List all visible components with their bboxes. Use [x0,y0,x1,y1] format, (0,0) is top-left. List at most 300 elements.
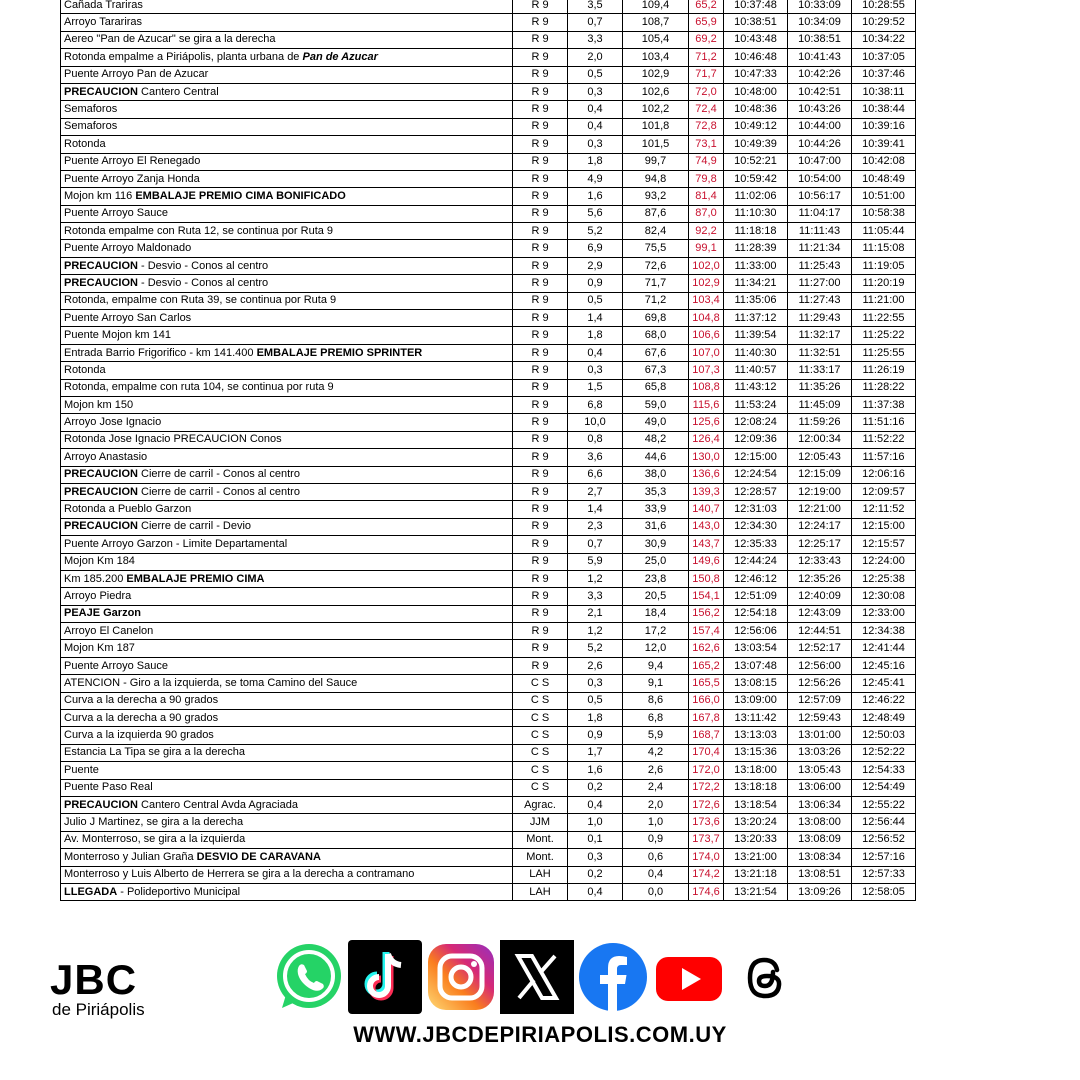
row-time-3: 12:11:52 [852,501,916,518]
row-description [61,431,513,448]
row-route: R 9 [513,449,568,466]
row-route: R 9 [513,588,568,605]
row-time-2: 12:15:09 [788,466,852,483]
row-time-2: 12:25:17 [788,536,852,553]
row-km: 71,2 [689,49,724,66]
row-time-1: 11:02:06 [724,188,788,205]
table-row [61,257,916,274]
row-route: Mont. [513,849,568,866]
row-time-3: 11:05:44 [852,223,916,240]
table-row [61,0,916,14]
row-route: R 9 [513,605,568,622]
row-route: C S [513,727,568,744]
row-description [61,327,513,344]
row-km: 140,7 [689,501,724,518]
row-km: 65,2 [689,0,724,14]
row-time-2: 12:56:00 [788,657,852,674]
description-segment: EMBALAJE PREMIO CIMA BONIFICADO [135,189,346,202]
description-segment: Puente Arroyo Pan de Azucar [64,68,209,81]
row-km-remaining: 102,6 [623,83,689,100]
description-segment: Puente [64,763,99,776]
table-row [61,762,916,779]
description-segment: Rotonda empalme con Ruta 12, se continua por Ruta 9 [64,224,334,237]
row-time-2: 11:25:43 [788,257,852,274]
row-description [61,536,513,553]
row-route: R 9 [513,414,568,431]
row-time-1: 13:18:54 [724,796,788,813]
row-route: LAH [513,883,568,900]
row-time-3: 10:51:00 [852,188,916,205]
description-segment: Km 185.200 [64,572,127,585]
row-distance: 1,4 [568,310,623,327]
row-time-3: 12:56:52 [852,831,916,848]
description-segment: EMBALAJE PREMIO CIMA [126,572,265,585]
description-segment: Aereo "Pan de Azucar" se gira a la derecha [64,33,276,46]
social-icons [272,940,802,1014]
row-time-1: 10:38:51 [724,14,788,31]
row-distance: 1,5 [568,379,623,396]
description-segment: Monterroso y Luis Alberto de Herrera se gira a la derecha a contramano [64,868,415,881]
row-distance: 3,6 [568,449,623,466]
description-segment: Arroyo Piedra [64,589,132,602]
row-time-1: 10:59:42 [724,170,788,187]
description-segment: Rotonda a Pueblo Garzon [64,503,192,516]
row-distance: 0,9 [568,275,623,292]
row-time-2: 13:05:43 [788,762,852,779]
description-segment: Cierre de carril - Conos al centro [137,468,300,481]
row-time-2: 12:05:43 [788,449,852,466]
table-row [61,118,916,135]
row-distance: 2,7 [568,483,623,500]
row-km-remaining: 101,8 [623,118,689,135]
table-row [61,153,916,170]
row-route: R 9 [513,570,568,587]
description-segment: Estancia La Tipa se gira a la derecha [64,746,246,759]
row-km-remaining: 9,4 [623,657,689,674]
row-time-3: 12:33:00 [852,605,916,622]
row-description [61,379,513,396]
row-time-3: 12:58:05 [852,883,916,900]
row-distance: 6,9 [568,240,623,257]
description-segment: LLEGADA [64,885,118,898]
row-km-remaining: 103,4 [623,49,689,66]
description-segment: ATENCION - Giro a la izquierda, se toma Camino del Sauce [64,676,358,689]
row-km-remaining: 71,7 [623,275,689,292]
table-row [61,588,916,605]
row-km: 102,0 [689,257,724,274]
row-time-3: 10:38:11 [852,83,916,100]
row-time-1: 11:34:21 [724,275,788,292]
row-km-remaining: 68,0 [623,327,689,344]
row-description [61,223,513,240]
row-time-3: 11:19:05 [852,257,916,274]
row-km-remaining: 2,4 [623,779,689,796]
row-distance: 0,3 [568,362,623,379]
description-segment: PRECAUCION [64,276,138,289]
row-route: C S [513,779,568,796]
row-time-2: 10:43:26 [788,101,852,118]
row-route: C S [513,710,568,727]
row-description [61,188,513,205]
description-segment: Arroyo Anastasio [64,450,148,463]
description-segment: Curva a la derecha a 90 grados [64,694,219,707]
row-km-remaining: 35,3 [623,483,689,500]
description-segment: Semaforos [64,120,118,133]
row-time-2: 13:08:34 [788,849,852,866]
description-segment: Puente Arroyo San Carlos [64,311,192,324]
description-segment: PEAJE Garzon [64,607,142,620]
row-distance: 0,5 [568,292,623,309]
row-distance: 0,3 [568,849,623,866]
row-km-remaining: 33,9 [623,501,689,518]
row-time-1: 11:43:12 [724,379,788,396]
row-km: 126,4 [689,431,724,448]
description-segment: Mojon Km 184 [64,555,135,568]
row-distance: 0,8 [568,431,623,448]
description-segment: Cantero Central [137,85,219,98]
row-route: R 9 [513,379,568,396]
row-km-remaining: 102,2 [623,101,689,118]
row-description [61,779,513,796]
route-table [60,0,916,901]
row-time-1: 10:48:36 [724,101,788,118]
row-time-3: 12:41:44 [852,640,916,657]
row-time-3: 10:37:05 [852,49,916,66]
table-row [61,675,916,692]
row-description [61,170,513,187]
row-time-1: 12:31:03 [724,501,788,518]
instagram-icon[interactable] [424,940,498,1014]
row-time-1: 12:46:12 [724,570,788,587]
row-distance: 3,5 [568,0,623,14]
row-km-remaining: 0,4 [623,866,689,883]
row-time-2: 11:32:51 [788,344,852,361]
row-route: R 9 [513,275,568,292]
description-segment: EMBALAJE PREMIO SPRINTER [256,346,423,359]
description-segment: Curva a la derecha a 90 grados [64,711,219,724]
row-route: C S [513,762,568,779]
row-km: 165,2 [689,657,724,674]
row-km-remaining: 4,2 [623,744,689,761]
description-segment: Puente Arroyo Sauce [64,659,168,672]
table-row [61,692,916,709]
description-segment: PRECAUCION [64,468,138,481]
table-row [61,605,916,622]
row-distance: 0,7 [568,536,623,553]
row-distance: 10,0 [568,414,623,431]
row-time-1: 11:53:24 [724,396,788,413]
row-km-remaining: 75,5 [623,240,689,257]
table-row [61,744,916,761]
row-km: 166,0 [689,692,724,709]
table-row [61,14,916,31]
row-description [61,623,513,640]
row-distance: 1,7 [568,744,623,761]
row-km-remaining: 82,4 [623,223,689,240]
row-time-1: 11:37:12 [724,310,788,327]
row-route: R 9 [513,223,568,240]
row-km-remaining: 2,6 [623,762,689,779]
row-distance: 5,9 [568,553,623,570]
row-route: R 9 [513,431,568,448]
threads-icon[interactable] [728,940,802,1014]
table-row [61,136,916,153]
row-time-1: 12:35:33 [724,536,788,553]
row-time-2: 11:27:43 [788,292,852,309]
row-route: R 9 [513,362,568,379]
row-time-1: 13:13:03 [724,727,788,744]
row-km: 108,8 [689,379,724,396]
website-url[interactable]: WWW.JBCDEPIRIAPOLIS.COM.UY [353,1022,727,1047]
row-route: R 9 [513,240,568,257]
table-row [61,883,916,900]
row-time-3: 10:37:46 [852,66,916,83]
row-route: R 9 [513,310,568,327]
row-distance: 0,2 [568,779,623,796]
row-time-1: 11:18:18 [724,223,788,240]
row-distance: 5,6 [568,205,623,222]
row-time-1: 13:11:42 [724,710,788,727]
x-icon[interactable] [500,940,574,1014]
row-time-3: 12:15:57 [852,536,916,553]
description-segment: Puente Arroyo El Renegado [64,155,201,168]
row-km: 162,6 [689,640,724,657]
row-km: 99,1 [689,240,724,257]
row-time-1: 13:20:24 [724,814,788,831]
row-route: R 9 [513,31,568,48]
row-description [61,605,513,622]
row-time-2: 13:03:26 [788,744,852,761]
row-km: 168,7 [689,727,724,744]
row-km: 165,5 [689,675,724,692]
row-time-1: 10:46:48 [724,49,788,66]
row-description [61,657,513,674]
row-time-3: 12:15:00 [852,518,916,535]
row-distance: 6,6 [568,466,623,483]
table-row [61,431,916,448]
row-time-1: 10:49:39 [724,136,788,153]
row-description [61,849,513,866]
row-route: C S [513,675,568,692]
row-km-remaining: 101,5 [623,136,689,153]
table-row [61,344,916,361]
row-time-1: 12:44:24 [724,553,788,570]
row-km: 106,6 [689,327,724,344]
row-time-1: 13:21:00 [724,849,788,866]
row-time-2: 10:44:00 [788,118,852,135]
row-time-2: 10:33:09 [788,0,852,14]
row-time-2: 10:54:00 [788,170,852,187]
description-segment: Rotonda, empalme con Ruta 39, se continua por Ruta 9 [64,294,337,307]
row-time-2: 10:47:00 [788,153,852,170]
row-route: R 9 [513,623,568,640]
row-time-1: 11:35:06 [724,292,788,309]
description-segment: Puente Mojon km 141 [64,329,172,342]
table-row [61,414,916,431]
row-km: 173,7 [689,831,724,848]
description-segment: - Polideportivo Municipal [117,885,241,898]
row-time-3: 11:21:00 [852,292,916,309]
row-km-remaining: 5,9 [623,727,689,744]
row-distance: 2,3 [568,518,623,535]
row-description [61,83,513,100]
row-km-remaining: 9,1 [623,675,689,692]
row-description [61,570,513,587]
row-km-remaining: 8,6 [623,692,689,709]
row-km: 72,8 [689,118,724,135]
description-segment: Rotonda [64,363,106,376]
description-segment: Mojon km 150 [64,398,134,411]
row-time-2: 10:56:17 [788,188,852,205]
row-km: 71,7 [689,66,724,83]
row-km-remaining: 25,0 [623,553,689,570]
row-description [61,831,513,848]
row-description [61,118,513,135]
row-description [61,692,513,709]
description-segment: PRECAUCION [64,798,138,811]
row-description [61,762,513,779]
row-time-2: 10:42:26 [788,66,852,83]
row-km-remaining: 67,6 [623,344,689,361]
table-row [61,710,916,727]
row-km-remaining: 0,6 [623,849,689,866]
row-description [61,518,513,535]
row-km: 172,0 [689,762,724,779]
row-time-3: 10:42:08 [852,153,916,170]
table-row [61,188,916,205]
row-route: R 9 [513,83,568,100]
row-description [61,396,513,413]
row-km: 139,3 [689,483,724,500]
row-time-1: 12:24:54 [724,466,788,483]
row-km-remaining: 2,0 [623,796,689,813]
row-description [61,310,513,327]
row-km: 69,2 [689,31,724,48]
row-time-2: 12:33:43 [788,553,852,570]
row-km: 149,6 [689,553,724,570]
table-row [61,849,916,866]
description-segment: Cierre de carril - Conos al centro [137,485,300,498]
row-time-3: 11:15:08 [852,240,916,257]
row-route: R 9 [513,118,568,135]
table-row [61,362,916,379]
row-time-2: 13:06:34 [788,796,852,813]
description-segment: Julio J Martinez, se gira a la derecha [64,816,244,829]
row-route: R 9 [513,101,568,118]
description-segment: Arroyo El Canelon [64,624,154,637]
table-row [61,483,916,500]
row-time-3: 11:20:19 [852,275,916,292]
row-km-remaining: 44,6 [623,449,689,466]
row-time-2: 11:59:26 [788,414,852,431]
row-time-2: 12:21:00 [788,501,852,518]
row-km-remaining: 18,4 [623,605,689,622]
row-km-remaining: 99,7 [623,153,689,170]
row-km: 81,4 [689,188,724,205]
row-time-3: 12:45:41 [852,675,916,692]
row-time-2: 11:11:43 [788,223,852,240]
row-km: 65,9 [689,14,724,31]
row-km-remaining: 49,0 [623,414,689,431]
row-time-1: 11:40:30 [724,344,788,361]
tiktok-icon[interactable] [348,940,422,1014]
row-description [61,814,513,831]
table-row [61,570,916,587]
row-km-remaining: 1,0 [623,814,689,831]
row-time-2: 12:44:51 [788,623,852,640]
row-time-2: 13:06:00 [788,779,852,796]
row-description [61,101,513,118]
row-km: 130,0 [689,449,724,466]
table-row [61,66,916,83]
row-description [61,240,513,257]
row-time-1: 13:21:54 [724,883,788,900]
table-row [61,327,916,344]
row-time-3: 12:24:00 [852,553,916,570]
row-distance: 1,6 [568,188,623,205]
row-distance: 1,8 [568,327,623,344]
row-description [61,710,513,727]
whatsapp-icon[interactable] [272,940,346,1014]
row-distance: 1,8 [568,153,623,170]
table-row [61,101,916,118]
description-segment: PRECAUCION [64,520,138,533]
row-time-3: 12:52:22 [852,744,916,761]
row-km: 125,6 [689,414,724,431]
youtube-icon[interactable] [652,940,726,1014]
row-time-3: 11:22:55 [852,310,916,327]
row-time-2: 11:32:17 [788,327,852,344]
row-km: 174,6 [689,883,724,900]
row-time-3: 12:06:16 [852,466,916,483]
table-row [61,83,916,100]
row-time-1: 11:39:54 [724,327,788,344]
row-distance: 5,2 [568,223,623,240]
row-time-1: 12:15:00 [724,449,788,466]
row-distance: 0,3 [568,83,623,100]
row-time-3: 10:58:38 [852,205,916,222]
row-time-2: 13:08:09 [788,831,852,848]
description-segment: - Desvio - Conos al centro [137,276,269,289]
row-distance: 0,4 [568,344,623,361]
row-route: R 9 [513,466,568,483]
description-segment: Monterroso y Julian Graña [64,850,197,863]
table-row [61,449,916,466]
row-description [61,588,513,605]
row-km-remaining: 108,7 [623,14,689,31]
row-description [61,344,513,361]
table-row [61,223,916,240]
jbc-logo [50,956,160,1020]
table-row [61,866,916,883]
row-distance: 0,2 [568,866,623,883]
row-km-remaining: 17,2 [623,623,689,640]
logo-sub: de Piriápolis [52,1000,145,1019]
row-time-1: 13:20:33 [724,831,788,848]
row-route: C S [513,744,568,761]
row-time-1: 12:28:57 [724,483,788,500]
row-time-1: 10:37:48 [724,0,788,14]
row-description [61,153,513,170]
row-time-3: 12:46:22 [852,692,916,709]
row-km: 72,4 [689,101,724,118]
row-time-3: 10:38:44 [852,101,916,118]
facebook-icon[interactable] [576,940,650,1014]
row-time-3: 11:37:38 [852,396,916,413]
row-time-2: 12:19:00 [788,483,852,500]
row-time-3: 12:56:44 [852,814,916,831]
row-time-2: 11:33:17 [788,362,852,379]
